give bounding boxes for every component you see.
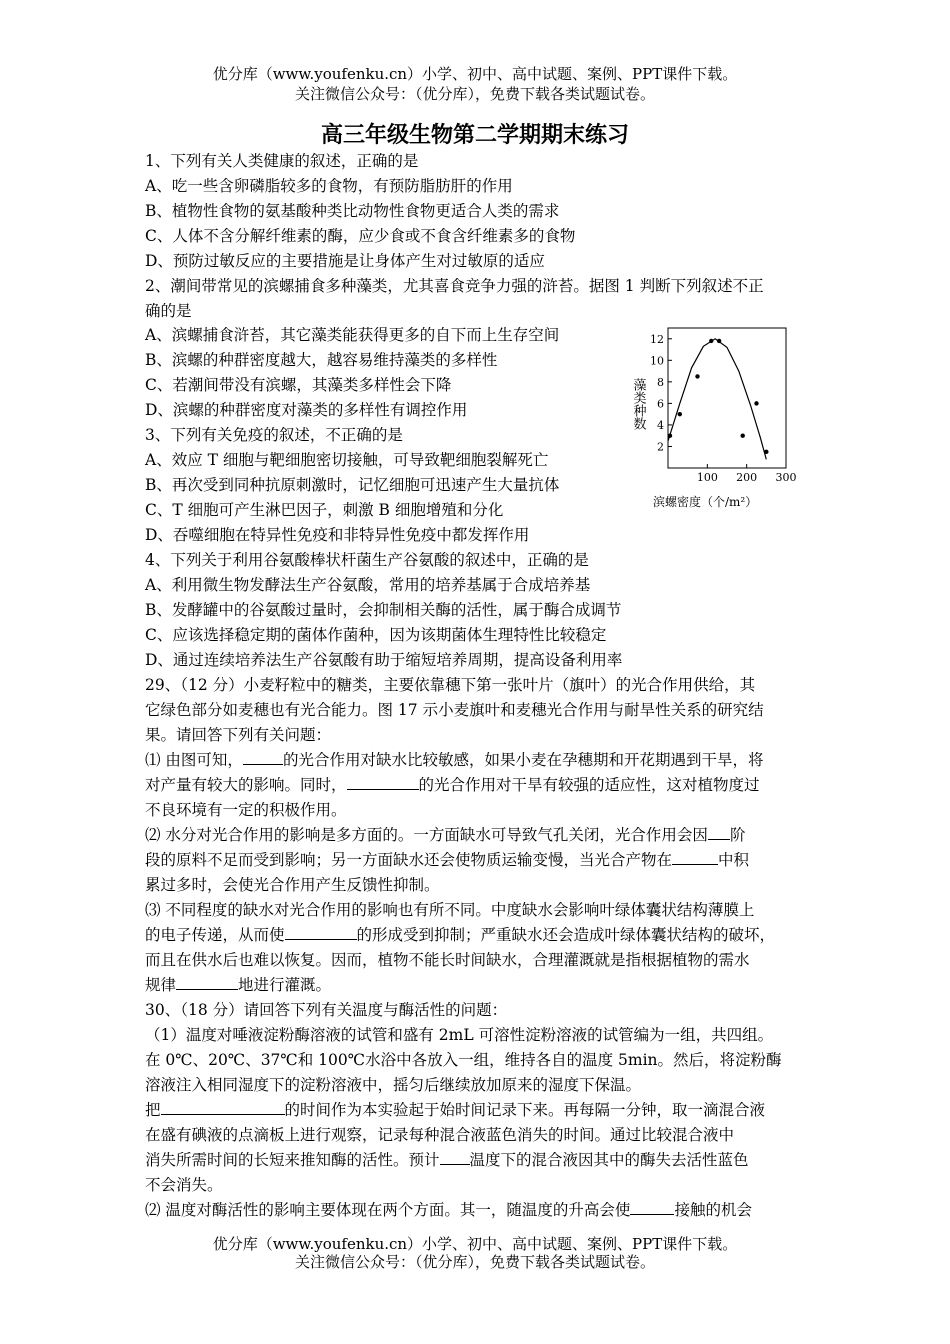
q29-line-1: 29、（12 分）小麦籽粒中的糖类，主要依靠穗下第一张叶片（旗叶）的光合作用供给，其 (145, 676, 756, 694)
q1-stem: 1、下列有关人类健康的叙述，正确的是 (145, 152, 419, 170)
x-axis-label: 滨螺密度（个/m²） (653, 495, 758, 509)
header-line-1: 优分库（www.youfenku.cn）小学、初中、高中试题、案例、PPT课件下载。 (212, 65, 738, 83)
footer-line-1: 优分库（www.youfenku.cn）小学、初中、高中试题、案例、PPT课件下载。 (212, 1235, 738, 1253)
q30-line-8: 不会消失。 (145, 1176, 223, 1194)
q3-option-d: D、吞噬细胞在特异性免疫和非特异性免疫中都发挥作用 (145, 526, 530, 544)
data-point (741, 433, 745, 437)
data-point (717, 339, 721, 343)
q30-line-7: 消失所需时间的长短来推知酶的活性。预计 温度下的混合液因其中的酶失去活性蓝色 (145, 1151, 749, 1169)
answer-blank[interactable] (161, 1099, 285, 1115)
q1-option-d: D、预防过敏反应的主要措施是让身体产生对过敏原的适应 (145, 252, 545, 270)
q29-line-5: 对产量有较大的影响。同时， 的光合作用对干旱有较强的适应性，这对植物度过 (145, 776, 760, 794)
q29-part-3: ⑶ 不同程度的缺水对光合作用的影响也有所不同。中度缺水会影响叶绿体囊状结构薄膜上 (145, 901, 755, 919)
q1-option-b: B、植物性食物的氨基酸种类比动物性食物更适合人类的需求 (145, 202, 560, 220)
q29-line-8: 段的原料不足而受到影响；另一方面缺水还会使物质运输变慢，当光合产物在 中积 (145, 851, 750, 869)
q4-option-d: D、通过连续培养法生产谷氨酸有助于缩短培养周期，提高设备利用率 (145, 651, 623, 669)
x-tick-label: 200 (736, 471, 758, 484)
y-axis-label: 藻类种数 (630, 378, 646, 430)
q30-line-4: 溶液注入相同湿度下的淀粉溶液中，摇匀后继续放加原来的湿度下保温。 (145, 1076, 642, 1094)
q30-line-2: （1）温度对唾液淀粉酶溶液的试管和盛有 2mL 可溶性淀粉溶液的试管编为一组，共四组。 (145, 1026, 774, 1044)
q1-option-a: A、吃一些含卵磷脂较多的食物，有预防脂肪肝的作用 (145, 177, 513, 195)
x-tick-label: 300 (775, 471, 797, 484)
y-tick-label: 4 (657, 418, 664, 432)
y-tick-label: 8 (657, 375, 664, 389)
data-point (695, 374, 699, 378)
q29-line-12: 而且在供水后也难以恢复。因而，植物不能长时间缺水，合理灌溉就是指根据植物的需水 (145, 951, 750, 969)
y-tick-label: 2 (657, 440, 664, 454)
q29-line-3: 果。请回答下列有关问题： (145, 726, 332, 744)
y-tick-label: 12 (650, 332, 664, 346)
data-point (754, 401, 758, 405)
q30-line-9: ⑵ 温度对酶活性的影响主要体现在两个方面。其一，随温度的升高会使 接触的机会 (145, 1201, 752, 1219)
q2-option-b: B、滨螺的种群密度越大，越容易维持藻类的多样性 (145, 351, 498, 369)
answer-blank[interactable] (672, 849, 718, 865)
q30-line-3: 在 0℃、20℃、37℃和 100℃水浴中各放入一组，维持各自的温度 5min。然后，将淀粉酶 (145, 1051, 782, 1069)
q3-option-a: A、效应 T 细胞与靶细胞密切接触，可导致靶细胞裂解死亡 (145, 451, 549, 469)
page-title: 高三年级生物第二学期期末练习 (320, 123, 629, 148)
q30-line-6: 在盛有碘液的点滴板上进行观察，记录每种混合液蓝色消失的时间。通过比较混合液中 (145, 1126, 735, 1144)
data-point (764, 450, 768, 454)
answer-blank[interactable] (440, 1149, 470, 1165)
header-line-2: 关注微信公众号：（优分库），免费下载各类试题试卷。 (294, 85, 655, 103)
answer-blank[interactable] (347, 774, 419, 790)
y-tick-label: 6 (657, 397, 664, 411)
q4-option-a: A、利用微生物发酵法生产谷氨酸，常用的培养基属于合成培养基 (145, 576, 591, 594)
q29-part-1: ⑴ 由图可知， 的光合作用对缺水比较敏感，如果小麦在孕穗期和开花期遇到干旱，将 (145, 751, 764, 769)
q29-line-6: 不良环境有一定的积极作用。 (145, 801, 347, 819)
answer-blank[interactable] (630, 1199, 674, 1215)
fit-curve (668, 339, 766, 460)
q1-option-c: C、人体不含分解纤维素的酶，应少食或不食含纤维素多的食物 (145, 227, 576, 245)
x-tick-label: 100 (696, 471, 718, 484)
q4-stem: 4、下列关于利用谷氨酸棒状杆菌生产谷氨酸的叙述中，正确的是 (145, 551, 589, 569)
q2-stem-line-1: 2、潮间带常见的滨螺捕食多种藻类，尤其喜食竞争力强的浒苔。据图 1 判断下列叙述不正 (145, 277, 764, 295)
y-tick-label: 10 (650, 354, 664, 368)
q29-line-11: 的电子传递，从而使 的形成受到抑制；严重缺水还会造成叶绿体囊状结构的破坏， (145, 926, 776, 944)
q4-option-c: C、应该选择稳定期的菌体作菌种，因为该期菌体生理特性比较稳定 (145, 626, 607, 644)
q2-stem-line-2: 确的是 (145, 302, 192, 320)
figure-1-chart (628, 318, 808, 513)
q3-stem: 3、下列有关免疫的叙述，不正确的是 (145, 426, 403, 444)
q30-line-5: 把 的时间作为本实验起于始时间记录下来。再每隔一分钟，取一滴混合液 (145, 1101, 766, 1119)
answer-blank[interactable] (708, 824, 730, 840)
data-point (668, 433, 672, 437)
q2-option-c: C、若潮间带没有滨螺，其藻类多样性会下降 (145, 376, 452, 394)
answer-blank[interactable] (243, 749, 283, 765)
q2-option-d: D、滨螺的种群密度对藻类的多样性有调控作用 (145, 401, 468, 419)
answer-blank[interactable] (176, 974, 238, 990)
data-point (709, 339, 713, 343)
q29-line-9: 累过多时，会使光合作用产生反馈性抑制。 (145, 876, 440, 894)
data-point (678, 412, 682, 416)
q29-line-2: 它绿色部分如麦穗也有光合能力。图 17 示小麦旗叶和麦穗光合作用与耐旱性关系的研究结 (145, 701, 764, 719)
q3-option-c: C、T 细胞可产生淋巴因子，刺激 B 细胞增殖和分化 (145, 501, 504, 519)
q29-line-13: 规律 地进行灌溉。 (145, 976, 332, 994)
q4-option-b: B、发酵罐中的谷氨酸过量时，会抑制相关酶的活性，属于酶合成调节 (145, 601, 622, 619)
q3-option-b: B、再次受到同种抗原刺激时，记忆细胞可迅速产生大量抗体 (145, 476, 560, 494)
q2-option-a: A、滨螺捕食浒苔，其它藻类能获得更多的自下而上生存空间 (145, 326, 560, 344)
plot-frame (668, 328, 786, 468)
answer-blank[interactable] (285, 924, 357, 940)
footer-line-2: 关注微信公众号：（优分库），免费下载各类试题试卷。 (294, 1253, 655, 1271)
q29-part-2: ⑵ 水分对光合作用的影响是多方面的。一方面缺水可导致气孔关闭，光合作用会因 阶 (145, 826, 746, 844)
q30-line-1: 30、（18 分）请回答下列有关温度与酶活性的问题： (145, 1001, 508, 1019)
